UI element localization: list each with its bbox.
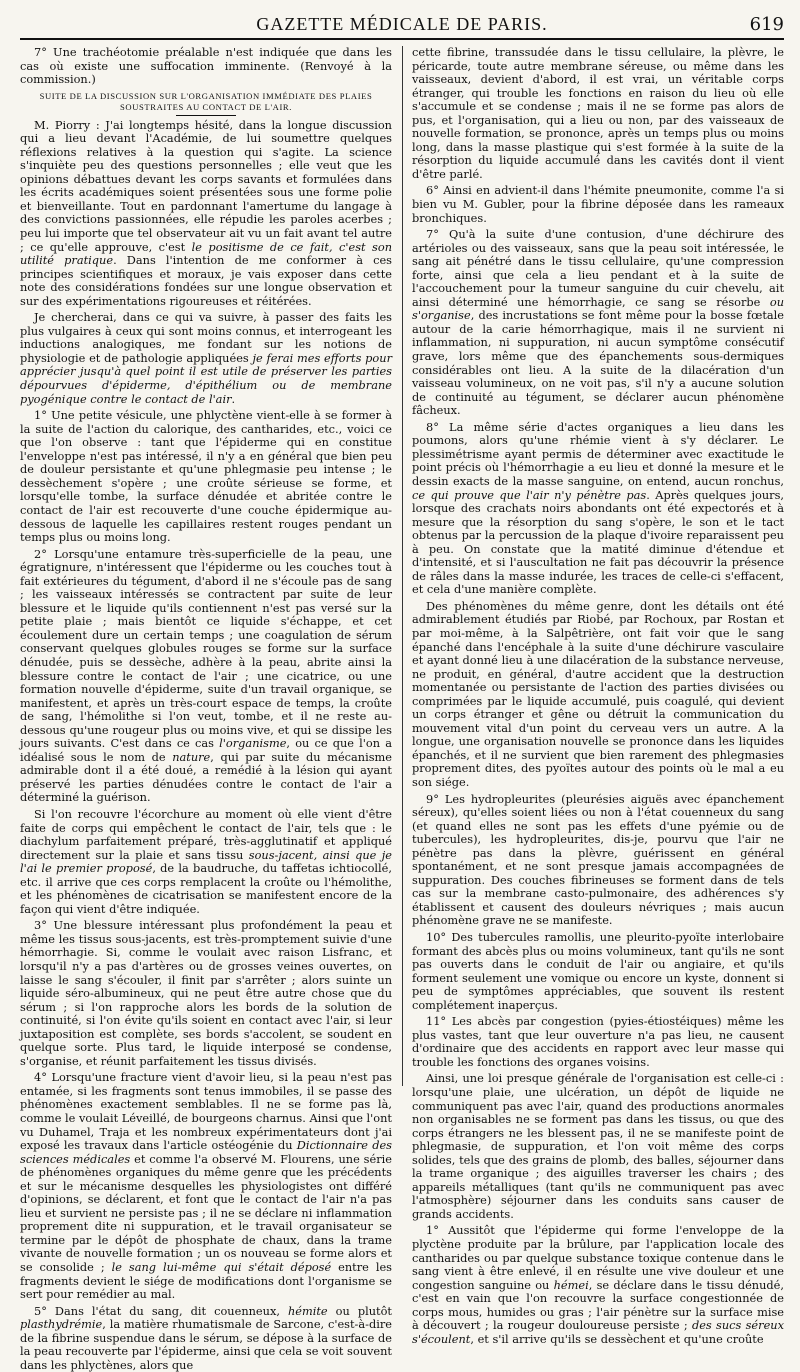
italic-run: hémite bbox=[287, 1303, 328, 1318]
paragraph: 1° Une petite vésicule, une phlyctène vient-elle à se former à la suite de l'action du calorique, des cantharides, etc., voici ce que l'on observe : tant que l'épiderme qui en constitue l'enveloppe n'est pas intéressé, il n'y a en général que bien peu de douleur persistante et qu'une phlegmasie peu intense ; le dessèchement s'opère ; une croûte sérieuse se forme, et lorsqu'elle tombe, la surface dénudée et abritée contre le contact de l'air est recouverte d'une couche épidermique au-dessous de laquelle les capillaires restent rouges pendant un temps plus ou moins long. bbox=[20, 408, 392, 545]
text-run: 7° Qu'à la suite d'une contusion, d'une déchirure des artérioles ou des vaisseaux, sans que la peau soit intéressée, le sang ait pénétré dans le tissu cellulaire, qu'une compression forte, ainsi que cela a lieu pendant et à la suite de l'accouchement pour la tumeur sanguine du cuir chevelu, ait ainsi déterminé une hémorrhagie, ce sang se résorbe bbox=[412, 227, 784, 309]
text-run: . Dans l'intention de me conformer à ces principes scientifiques et moraux, je vais exposer dans cette note des considérations fondées sur une longue observation et sur des expérimentations rigoureuses et réitérées. bbox=[20, 253, 392, 308]
paragraph bbox=[20, 548, 392, 805]
paragraph bbox=[20, 808, 392, 916]
italic-run: le positisme de ce fait, c'est son utilité pratique bbox=[20, 239, 392, 268]
text-run: Je chercherai, dans ce qui va suivre, à passer des faits les plus vulgaires à ceux qui sont moins connus, et interrogeant les inductions analogiques, me fondant sur les notions de physiologie et de pathologie appliquées bbox=[20, 310, 392, 365]
text-run: 8° La même série d'actes organiques a lieu dans les poumons, alors qu'une rhémie vient à s'y déclarer. Le plessimétrisme ayant permis de déterminer avec exactitude le point précis où l'hémorrhagie a eu lieu et donné la mesure et le dessin exacts de la masse sanguine, on entend, aucun ronchus, bbox=[412, 419, 784, 488]
text-run: , ou ce que l'on a idéalisé sous le nom de bbox=[20, 736, 392, 764]
paragraph: 10° Des tubercules ramollis, une pleurito-pyoïte interlobaire formant des abcès plus ou moins volumineux, tant qu'ils ne sont pas ouverts dans le conduit de l'air ou angiaire, et qu'ils forment seulement une vomique ou encore un kyste, donnent si peu de symptômes appréciables, que souvent ils restent complétement inaperçus. bbox=[412, 930, 784, 1012]
text-run: 2° Lorsqu'une entamure très-superficielle de la peau, une égratignure, n'intéressent que l'épiderme ou les couches tout à fait extérieures du tégument, d'abord il ne s'écoule pas de sang ; les vaisseaux intéressés se contractent par suite de leur blessure et le liquide qu'ils contiennent n'est pas versé sur la petite plaie ; mais bientôt ce liquide s'échappe, et cet écoulement dure un certain temps ; une coagulation de sérum conservant quelques globules rouges se forme sur la surface dénudée, puis se dessèche, adhère à la peau, abrite ainsi la blessure contre le contact de l'air ; une cicatrice, ou une formation nouvelle d'épiderme, suite d'un travail organique, se manifestent, et après un très-court espace de temps, la croûte de sang, l'hémolithe si l'on veut, tombe, et il ne reste au-dessous qu'une rougeur plus ou moins vive, et qui se dissipe les jours suivants. C'est dans ce cas bbox=[20, 546, 392, 751]
text-run: . bbox=[231, 391, 236, 406]
section-rule bbox=[176, 115, 236, 116]
text-run: M. Piorry : J'ai longtemps hésité, dans la longue discussion qui a lieu devant l'Académie, de lui soumettre quelques réflexions relatives à la question qui s'agite. La science s'inquiète peu des questions personnelles ; elle veut que les opinions débattues devant les corps savants et formulées dans les écrits académiques soient présentées sous une forme polie et bienveillante. Tout en pardonnant l'amertume du langage à des convictions passionnées, elle répudie les paroles acerbes ; peu lui importe que tel observateur ait vu un fait avant tel autre ; ce qu'elle approuve, c'est bbox=[20, 117, 392, 254]
paragraph bbox=[20, 119, 392, 309]
italic-run: l'organisme bbox=[219, 736, 287, 751]
text-run: , et s'il arrive qu'ils se dessèchent et qu'une croûte bbox=[470, 1331, 764, 1346]
paragraph: 11° Les abcès par congestion (pyies-étiostéiques) même les plus vastes, tant que leur ouverture n'a pas lieu, ne causent d'ordinaire que des accidents en rapport avec leur masse qui trouble les fonctions des organes voisins. bbox=[412, 1014, 784, 1069]
text-run: 1° Aussitôt que l'épiderme qui forme l'enveloppe de la plyctène produite par la brûlure, par l'application locale des cantharides ou par quelque substance toxique contenue dans le sang vient à être enlevé, il en résulte une vive douleur et une congestion sanguine ou bbox=[412, 1223, 784, 1292]
journal-title: GAZETTE MÉDICALE DE PARIS. bbox=[256, 14, 548, 34]
text-run: Si l'on recouvre l'écorchure au moment où elle vient d'être faite de corps qui empêchent le contact de l'air, tels que : le diachylum parfaitement préparé, très-agglutinatif et appliqué directement sur la plaie et sans tissu bbox=[20, 806, 392, 862]
italic-run: Dictionnaire des sciences médicales bbox=[20, 1138, 392, 1166]
section-heading-line-1: SUITE DE LA DISCUSSION SUR L'ORGANISATION IMMÉDIATE DES PLAIES bbox=[39, 90, 373, 101]
paragraph bbox=[412, 228, 784, 418]
column-right bbox=[402, 45, 784, 1346]
italic-run: des sucs séreux s'écoulent bbox=[412, 1318, 784, 1346]
text-run: , se déclare dans le tissu dénudé, c'est en vain que l'on recouvre la surface congestionnée de corps mous, humides ou gras ; l'air pénètre sur la surface mise à découvert ; la rougeur douloureuse persiste ; bbox=[412, 1277, 784, 1333]
column-left bbox=[20, 45, 392, 1372]
text-run: , des incrustations se font même pour la bosse fœtale autour de la carie hémorrhagique, mais il ne survient ni inflammation, ni suppuration, ni aucun symptôme consécutif grave, lors même que des épanchements sous-dermiques considérables ont lieu. A la suite de la dilacération d'un vaisseau volumineux, on ne voit pas, s'il n'y a aucune solution de continuité au tégument, se déclarer aucun phénomène fâcheux. bbox=[412, 308, 784, 418]
paragraph: Ainsi, une loi presque générale de l'organisation est celle-ci : lorsqu'une plaie, une ulcération, un dépôt de liquide ne communiquent pas avec l'air, quand des productions anormales non organisables ne se forment pas dans les tissus, ou que des corps étrangers ne les blessent pas, il ne se manifeste point de phlegmasie, de suppuration, et l'on voit même des corps solides, tels que des grains de plomb, des balles, séjourner dans la trame organique ; des aiguilles traverser les chairs ; des appareils métalliques (tant qu'ils ne communiquent pas avec l'atmosphère) séjourner dans les conduits sans causer de grands accidents. bbox=[412, 1071, 784, 1221]
italic-run: ce qui prouve que l'air n'y pénètre pas bbox=[412, 487, 647, 502]
paragraph bbox=[20, 1071, 392, 1301]
paragraph: 6° Ainsi en advient-il dans l'hémite pneumonite, comme l'a si bien vu M. Gubler, pour la fibrine déposée dans les rameaux bronchiques. bbox=[412, 183, 784, 225]
text-run: , de la baudruche, du taffetas ichtiocollé, etc. il arrive que ces corps remplacent la croûte ou l'hémolithe, et les phénomènes de cicatrisation se manifestent encore de la façon qui vient d'être indiquée. bbox=[20, 861, 392, 916]
paragraph bbox=[412, 421, 784, 597]
intro-paragraph: 7° Une trachéotomie préalable n'est indiquée que dans les cas où existe une suffocation imminente. (Renvoyé à la commission.) bbox=[20, 45, 392, 87]
text-run: . Après quelques jours, lorsque des crachats noirs abondants ont été expectorés et à mesure que la résorption du sang s'opère, le son et le tact obtenus par la percussion de la plaque d'ivoire reparaissent peu à peu. On constate que la matité diminue d'étendue et d'intensité, et si l'auscultation ne fait pas découvrir la présence de râles dans la masse indurée, les traces de celle-ci s'effacent, et cela d'une manière complète. bbox=[412, 487, 784, 597]
paragraph bbox=[412, 1224, 784, 1346]
section-heading bbox=[20, 91, 392, 113]
italic-run: nature bbox=[172, 749, 211, 764]
text-run: et comme l'a observé M. Flourens, une série de phénomènes organiques du même genre que les précédents et sur le mécanisme desquelles les physiologistes ont différé d'opinions, se déclarent, et font que le contact de l'air n'a pas lieu et survient ne persiste pas ; il ne se déclare ni inflammation proprement dite ni suppuration, et le travail organisateur se termine par le dépôt de phosphate de chaux, dans la trame vivante de nouvelle formation ; un os nouveau se forme alors et se consolide ; bbox=[20, 1151, 392, 1275]
text-run: ou plutôt bbox=[327, 1303, 392, 1318]
text-run: , qui par suite du mécanisme admirable dont il a été doué, a remédié à la lésion qui ayant préservé les parties dénudées contre le contact de l'air a déterminé la guérison. bbox=[20, 749, 392, 805]
section-heading-line-2: SOUSTRAITES AU CONTACT DE L'AIR. bbox=[120, 101, 292, 112]
italic-run: je ferai mes efforts pour apprécier jusqu'à quel point il est utile de préserver les parties dépourvues d'épiderme, d'épithélium ou de membrane pyogénique contre le contact de l'air bbox=[20, 350, 392, 406]
paragraph: 9° Les hydropleurites (pleurésies aiguës avec épanchement séreux), qu'elles soient liées ou non à l'état couenneux du sang (et quand elles ne sont pas les effets d'une pyémie ou de tubercules), les hydropleurites, dis-je, pourvu que l'air ne pénètre pas dans la plèvre, guérissent en général spontanément, et ne sont presque jamais accompagnées de suppuration. Des couches fibrineuses se forment dans de tels cas sur la membrane casto-pulmonaire, des adhérences s'y établissent et causent des douleurs névriques ; mais aucun phénomène grave ne se manifeste. bbox=[412, 791, 784, 928]
paragraph: Des phénomènes du même genre, dont les détails ont été admirablement étudiés par Riobé, par Rochoux, par Rostan et par moi-même, à la Salpêtrière, ont fait voir que le sang épanché dans l'encéphale à la suite d'une déchirure vasculaire et ayant donné lieu à une dilacération de la substance nerveuse, ne produit, en général, d'autre accident que la destruction momentanée ou persistante de l'action des parties divisées ou comprimées par le liquide accumulé, puis coagulé, qui devient un corps étranger et gêne ou détruit la communication du mouvement vital d'un point du cerveau vers un autre. A la longue, une organisation nouvelle se prononce dans les liquides épanchés, et il ne survient que bien rarement des phlegmasies proprement dites, des pyoïtes autour des points où le mal a eu son siége. bbox=[412, 598, 784, 789]
text-run: 5° Dans l'état du sang, dit couenneux, bbox=[34, 1303, 288, 1318]
paragraph bbox=[20, 311, 392, 406]
italic-run: sous-jacent, ainsi que je l'ai le premier proposé bbox=[20, 847, 392, 876]
page-header bbox=[20, 14, 784, 40]
text-run: 4° Lorsqu'une fracture vient d'avoir lieu, si la peau n'est pas entamée, si les fragments sont tenus immobiles, il se passe des phénomènes exactement semblables. Il ne se forme pas là, comme le voulait Léveillé, de bourgeons charnus. Ainsi que l'ont vu Duhamel, Traja et les nombreux expérimentateurs dont j'ai exposé les travaux dans l'article ostéogénie du bbox=[20, 1070, 392, 1153]
text-columns bbox=[20, 45, 784, 1372]
paragraph: cette fibrine, transsudée dans le tissu cellulaire, la plèvre, le péricarde, toute autre membrane séreuse, ou même dans les vaisseaux, devient d'abord, il est vrai, un véritable corps étranger, qui trouble les fonctions en raison du lieu où elle s'accumule et se condense ; mais il ne se forme pas alors de pus, et l'organisation, qui a lieu ou non, par des vaisseaux de nouvelle formation, se prononce, après un temps plus ou moins long, dans la masse plastique qui s'est formée à la suite de la résorption du liquide accumulé dans les cavités dont il vient d'être parlé. bbox=[412, 45, 784, 181]
italic-run: ou s'organise bbox=[412, 294, 784, 323]
italic-run: plasthydrémie bbox=[20, 1317, 103, 1332]
text-run: entre les fragments devient le siége de modifications dont l'organisme se sert pour remédier au mal. bbox=[20, 1260, 392, 1302]
page-number: 619 bbox=[749, 14, 784, 35]
italic-run: le sang lui-même qui s'était déposé bbox=[111, 1260, 332, 1275]
text-run: , la matière rhumatismale de Sarcone, c'est-à-dire de la fibrine suspendue dans le sérum, se dépose à la surface de la peau recouverte par l'épiderme, ainsi que cela se voit souvent dans les phlyctènes, alors que bbox=[20, 1317, 392, 1372]
paragraph bbox=[20, 1305, 392, 1372]
paragraph: 3° Une blessure intéressant plus profondément la peau et même les tissus sous-jacents, est très-promptement suivie d'une hémorrhagie. Si, comme le voulait avec raison Lisfranc, et lorsqu'il n'y a pas d'artères ou de grosses veines ouvertes, on laisse le sang s'écouler, il finit par s'arrêter ; alors suinte un liquide séro-albumineux, qui ne peut être autre chose que du sérum ; si l'on rapproche alors les bords de la solution de continuité, si l'on évite qu'ils soient en contact avec l'air, si leur juxtaposition est complète, ses bords s'accolent, se soudent en quelque sorte. Plus tard, le liquide interposé se condense, s'organise, et réunit parfaitement les tissus divisés. bbox=[20, 918, 392, 1068]
italic-run: hémei bbox=[553, 1277, 589, 1292]
